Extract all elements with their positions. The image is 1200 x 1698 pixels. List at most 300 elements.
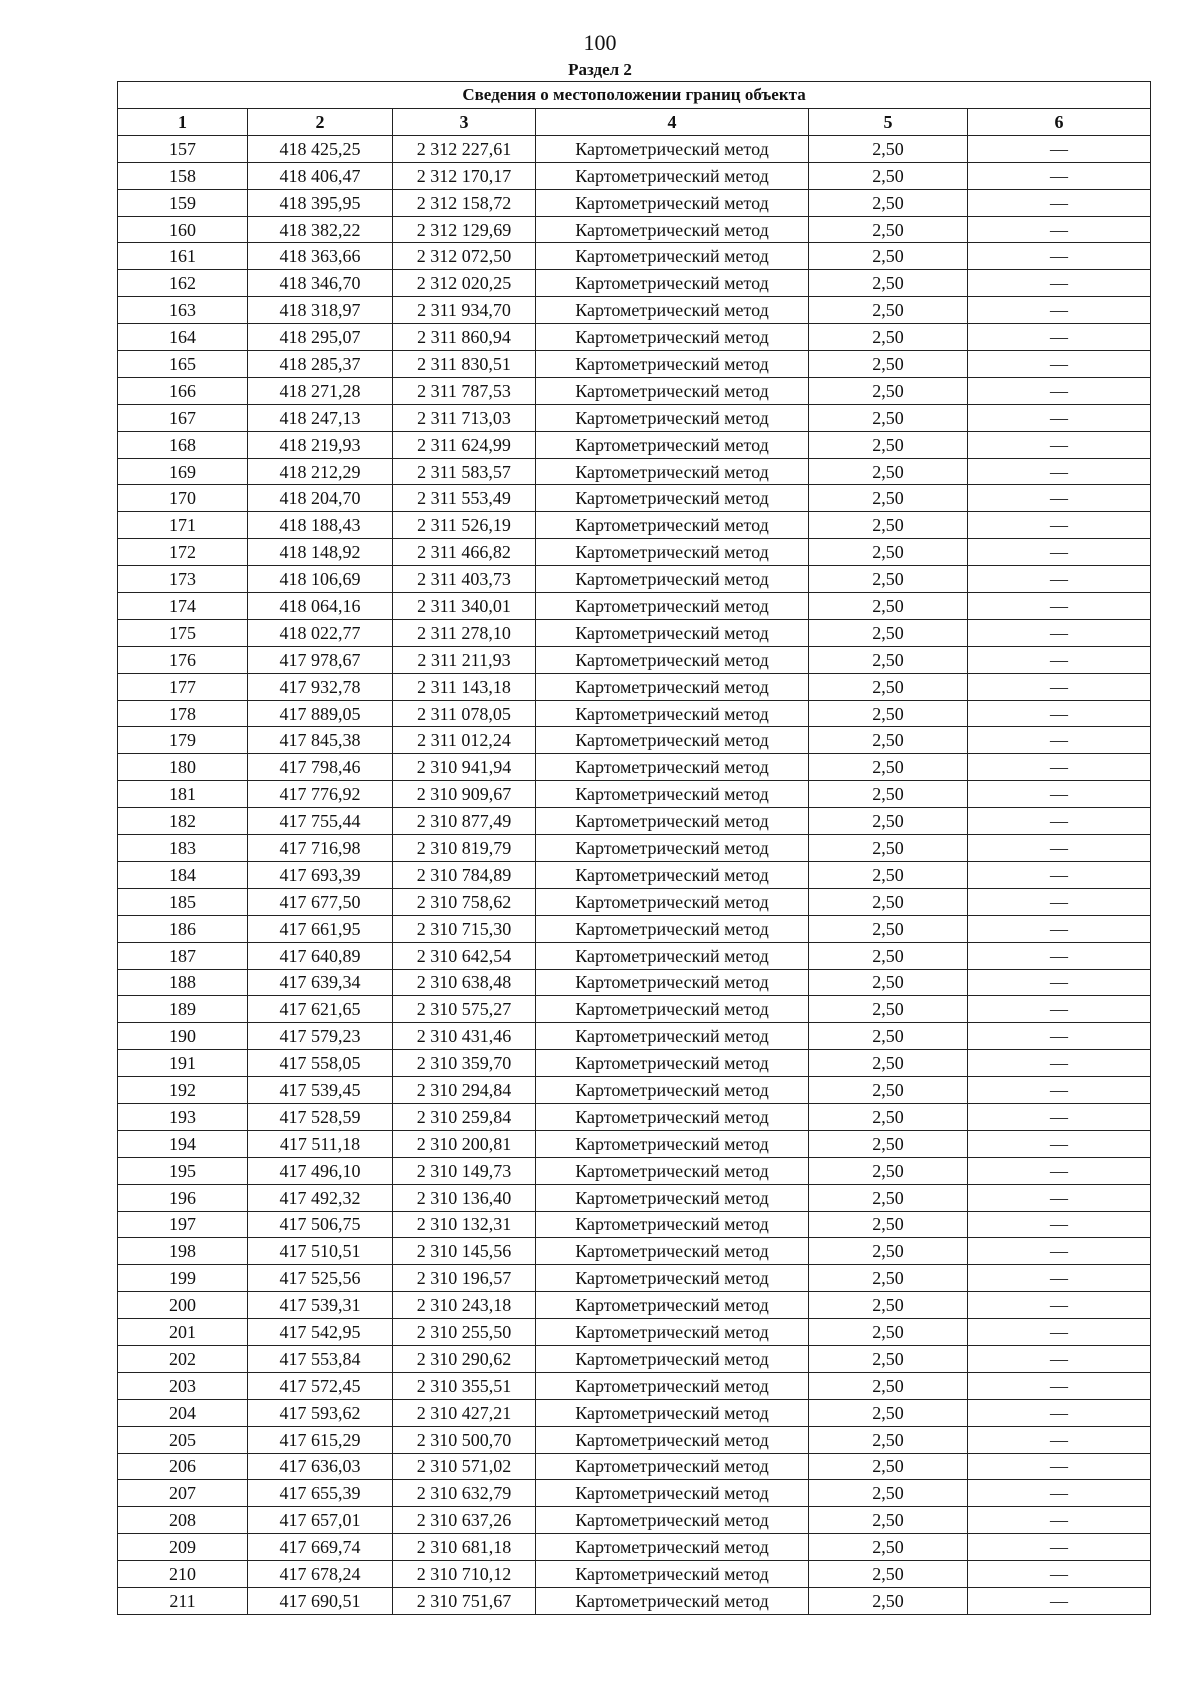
accuracy-cell: 2,50 (809, 942, 968, 969)
coord-x-cell: 418 395,95 (248, 189, 393, 216)
coord-y-cell: 2 312 170,17 (393, 162, 536, 189)
table-row (118, 727, 1151, 754)
table-row (118, 673, 1151, 700)
table-row (118, 458, 1151, 485)
accuracy-cell: 2,50 (809, 1561, 968, 1588)
note-cell: — (968, 458, 1151, 485)
table-row (118, 942, 1151, 969)
coord-y-cell: 2 311 624,99 (393, 431, 536, 458)
method-cell: Картометрический метод (536, 1211, 809, 1238)
accuracy-cell: 2,50 (809, 619, 968, 646)
method-cell: Картометрический метод (536, 888, 809, 915)
point-number-cell: 203 (118, 1372, 248, 1399)
accuracy-cell: 2,50 (809, 593, 968, 620)
point-number-cell: 165 (118, 351, 248, 378)
table-row (118, 1534, 1151, 1561)
accuracy-cell: 2,50 (809, 162, 968, 189)
coord-x-cell: 418 318,97 (248, 297, 393, 324)
point-number-cell: 205 (118, 1426, 248, 1453)
method-cell: Картометрический метод (536, 996, 809, 1023)
method-cell: Картометрический метод (536, 404, 809, 431)
point-number-cell: 181 (118, 781, 248, 808)
coord-y-cell: 2 310 642,54 (393, 942, 536, 969)
accuracy-cell: 2,50 (809, 888, 968, 915)
note-cell: — (968, 1587, 1151, 1614)
coord-y-cell: 2 310 710,12 (393, 1561, 536, 1588)
coord-y-cell: 2 311 934,70 (393, 297, 536, 324)
method-cell: Картометрический метод (536, 377, 809, 404)
coord-x-cell: 417 932,78 (248, 673, 393, 700)
point-number-cell: 162 (118, 270, 248, 297)
point-number-cell: 167 (118, 404, 248, 431)
table-row (118, 1372, 1151, 1399)
point-number-cell: 210 (118, 1561, 248, 1588)
coord-x-cell: 417 539,45 (248, 1077, 393, 1104)
coord-x-cell: 417 511,18 (248, 1130, 393, 1157)
point-number-cell: 186 (118, 915, 248, 942)
accuracy-cell: 2,50 (809, 1292, 968, 1319)
table-row (118, 1399, 1151, 1426)
column-header-1: 1 (118, 109, 248, 136)
point-number-cell: 198 (118, 1238, 248, 1265)
coord-x-cell: 417 640,89 (248, 942, 393, 969)
accuracy-cell: 2,50 (809, 969, 968, 996)
method-cell: Картометрический метод (536, 566, 809, 593)
table-row (118, 996, 1151, 1023)
accuracy-cell: 2,50 (809, 1426, 968, 1453)
table-row (118, 1130, 1151, 1157)
method-cell: Картометрический метод (536, 619, 809, 646)
table-row (118, 1238, 1151, 1265)
coord-x-cell: 417 677,50 (248, 888, 393, 915)
coord-y-cell: 2 310 132,31 (393, 1211, 536, 1238)
accuracy-cell: 2,50 (809, 1184, 968, 1211)
method-cell: Картометрический метод (536, 1023, 809, 1050)
coord-y-cell: 2 310 751,67 (393, 1587, 536, 1614)
table-row (118, 324, 1151, 351)
method-cell: Картометрический метод (536, 915, 809, 942)
note-cell: — (968, 512, 1151, 539)
column-header-4: 4 (536, 109, 809, 136)
method-cell: Картометрический метод (536, 485, 809, 512)
method-cell: Картометрический метод (536, 808, 809, 835)
method-cell: Картометрический метод (536, 1050, 809, 1077)
table-row (118, 1050, 1151, 1077)
coord-y-cell: 2 310 149,73 (393, 1157, 536, 1184)
table-row (118, 1507, 1151, 1534)
accuracy-cell: 2,50 (809, 754, 968, 781)
accuracy-cell: 2,50 (809, 1507, 968, 1534)
note-cell: — (968, 404, 1151, 431)
note-cell: — (968, 1534, 1151, 1561)
point-number-cell: 189 (118, 996, 248, 1023)
note-cell: — (968, 861, 1151, 888)
coord-x-cell: 417 615,29 (248, 1426, 393, 1453)
point-number-cell: 182 (118, 808, 248, 835)
table-row (118, 593, 1151, 620)
coord-y-cell: 2 311 583,57 (393, 458, 536, 485)
note-cell: — (968, 539, 1151, 566)
note-cell: — (968, 377, 1151, 404)
coord-x-cell: 418 382,22 (248, 216, 393, 243)
note-cell: — (968, 593, 1151, 620)
method-cell: Картометрический метод (536, 297, 809, 324)
coord-y-cell: 2 310 355,51 (393, 1372, 536, 1399)
accuracy-cell: 2,50 (809, 1050, 968, 1077)
point-number-cell: 169 (118, 458, 248, 485)
coord-y-cell: 2 312 072,50 (393, 243, 536, 270)
point-number-cell: 184 (118, 861, 248, 888)
point-number-cell: 183 (118, 835, 248, 862)
table-row (118, 808, 1151, 835)
accuracy-cell: 2,50 (809, 458, 968, 485)
note-cell: — (968, 915, 1151, 942)
accuracy-cell: 2,50 (809, 1372, 968, 1399)
accuracy-cell: 2,50 (809, 351, 968, 378)
coord-x-cell: 417 572,45 (248, 1372, 393, 1399)
table-row (118, 646, 1151, 673)
accuracy-cell: 2,50 (809, 1265, 968, 1292)
method-cell: Картометрический метод (536, 216, 809, 243)
note-cell: — (968, 808, 1151, 835)
boundary-table (117, 81, 1151, 1615)
coord-y-cell: 2 311 830,51 (393, 351, 536, 378)
method-cell: Картометрический метод (536, 942, 809, 969)
note-cell: — (968, 1050, 1151, 1077)
coord-y-cell: 2 311 526,19 (393, 512, 536, 539)
accuracy-cell: 2,50 (809, 485, 968, 512)
coord-x-cell: 417 510,51 (248, 1238, 393, 1265)
method-cell: Картометрический метод (536, 1372, 809, 1399)
note-cell: — (968, 888, 1151, 915)
table-row (118, 216, 1151, 243)
coord-x-cell: 417 593,62 (248, 1399, 393, 1426)
coord-x-cell: 418 106,69 (248, 566, 393, 593)
accuracy-cell: 2,50 (809, 1534, 968, 1561)
point-number-cell: 176 (118, 646, 248, 673)
column-header-2: 2 (248, 109, 393, 136)
coord-x-cell: 418 295,07 (248, 324, 393, 351)
point-number-cell: 201 (118, 1319, 248, 1346)
point-number-cell: 171 (118, 512, 248, 539)
accuracy-cell: 2,50 (809, 539, 968, 566)
note-cell: — (968, 189, 1151, 216)
table-row (118, 539, 1151, 566)
note-cell: — (968, 1345, 1151, 1372)
accuracy-cell: 2,50 (809, 808, 968, 835)
coord-x-cell: 417 636,03 (248, 1453, 393, 1480)
point-number-cell: 175 (118, 619, 248, 646)
method-cell: Картометрический метод (536, 1426, 809, 1453)
accuracy-cell: 2,50 (809, 1211, 968, 1238)
method-cell: Картометрический метод (536, 861, 809, 888)
method-cell: Картометрический метод (536, 1292, 809, 1319)
note-cell: — (968, 673, 1151, 700)
coord-x-cell: 417 657,01 (248, 1507, 393, 1534)
table-row (118, 512, 1151, 539)
point-number-cell: 191 (118, 1050, 248, 1077)
table-row (118, 1265, 1151, 1292)
table-row (118, 888, 1151, 915)
method-cell: Картометрический метод (536, 512, 809, 539)
table-body (118, 135, 1151, 1614)
table-row (118, 404, 1151, 431)
point-number-cell: 211 (118, 1587, 248, 1614)
note-cell: — (968, 297, 1151, 324)
point-number-cell: 163 (118, 297, 248, 324)
method-cell: Картометрический метод (536, 1103, 809, 1130)
point-number-cell: 177 (118, 673, 248, 700)
note-cell: — (968, 1372, 1151, 1399)
note-cell: — (968, 1130, 1151, 1157)
coord-y-cell: 2 311 713,03 (393, 404, 536, 431)
coord-x-cell: 417 678,24 (248, 1561, 393, 1588)
coord-y-cell: 2 311 403,73 (393, 566, 536, 593)
point-number-cell: 172 (118, 539, 248, 566)
coord-x-cell: 417 661,95 (248, 915, 393, 942)
method-cell: Картометрический метод (536, 243, 809, 270)
point-number-cell: 166 (118, 377, 248, 404)
note-cell: — (968, 1265, 1151, 1292)
coord-y-cell: 2 310 136,40 (393, 1184, 536, 1211)
point-number-cell: 157 (118, 135, 248, 162)
coord-x-cell: 418 346,70 (248, 270, 393, 297)
coord-y-cell: 2 310 290,62 (393, 1345, 536, 1372)
method-cell: Картометрический метод (536, 539, 809, 566)
table-row (118, 1345, 1151, 1372)
coord-y-cell: 2 312 020,25 (393, 270, 536, 297)
table-row (118, 270, 1151, 297)
table-row (118, 1587, 1151, 1614)
note-cell: — (968, 996, 1151, 1023)
coord-x-cell: 417 776,92 (248, 781, 393, 808)
note-cell: — (968, 1480, 1151, 1507)
coord-x-cell: 417 978,67 (248, 646, 393, 673)
coord-x-cell: 417 496,10 (248, 1157, 393, 1184)
coord-y-cell: 2 310 877,49 (393, 808, 536, 835)
note-cell: — (968, 781, 1151, 808)
table-row (118, 754, 1151, 781)
table-row (118, 861, 1151, 888)
accuracy-cell: 2,50 (809, 135, 968, 162)
accuracy-cell: 2,50 (809, 835, 968, 862)
method-cell: Картометрический метод (536, 1319, 809, 1346)
coord-y-cell: 2 310 632,79 (393, 1480, 536, 1507)
note-cell: — (968, 1561, 1151, 1588)
coord-y-cell: 2 310 941,94 (393, 754, 536, 781)
note-cell: — (968, 1453, 1151, 1480)
accuracy-cell: 2,50 (809, 781, 968, 808)
table-row (118, 1023, 1151, 1050)
table-row (118, 1077, 1151, 1104)
point-number-cell: 199 (118, 1265, 248, 1292)
table-caption-row (118, 82, 1151, 109)
method-cell: Картометрический метод (536, 1157, 809, 1184)
accuracy-cell: 2,50 (809, 861, 968, 888)
coord-y-cell: 2 310 259,84 (393, 1103, 536, 1130)
method-cell: Картометрический метод (536, 646, 809, 673)
note-cell: — (968, 1023, 1151, 1050)
point-number-cell: 160 (118, 216, 248, 243)
coord-x-cell: 417 693,39 (248, 861, 393, 888)
note-cell: — (968, 1319, 1151, 1346)
point-number-cell: 192 (118, 1077, 248, 1104)
point-number-cell: 179 (118, 727, 248, 754)
accuracy-cell: 2,50 (809, 1399, 968, 1426)
coord-y-cell: 2 311 466,82 (393, 539, 536, 566)
coord-y-cell: 2 310 255,50 (393, 1319, 536, 1346)
note-cell: — (968, 216, 1151, 243)
point-number-cell: 174 (118, 593, 248, 620)
coord-y-cell: 2 311 340,01 (393, 593, 536, 620)
accuracy-cell: 2,50 (809, 1130, 968, 1157)
coord-y-cell: 2 311 860,94 (393, 324, 536, 351)
coord-y-cell: 2 310 500,70 (393, 1426, 536, 1453)
method-cell: Картометрический метод (536, 1561, 809, 1588)
note-cell: — (968, 1184, 1151, 1211)
table-row (118, 566, 1151, 593)
note-cell: — (968, 324, 1151, 351)
coord-y-cell: 2 310 575,27 (393, 996, 536, 1023)
coord-y-cell: 2 312 227,61 (393, 135, 536, 162)
accuracy-cell: 2,50 (809, 1103, 968, 1130)
note-cell: — (968, 754, 1151, 781)
note-cell: — (968, 700, 1151, 727)
note-cell: — (968, 270, 1151, 297)
coord-x-cell: 418 188,43 (248, 512, 393, 539)
point-number-cell: 161 (118, 243, 248, 270)
accuracy-cell: 2,50 (809, 1587, 968, 1614)
accuracy-cell: 2,50 (809, 1238, 968, 1265)
method-cell: Картометрический метод (536, 162, 809, 189)
method-cell: Картометрический метод (536, 270, 809, 297)
method-cell: Картометрический метод (536, 431, 809, 458)
coord-y-cell: 2 310 758,62 (393, 888, 536, 915)
coord-x-cell: 417 528,59 (248, 1103, 393, 1130)
accuracy-cell: 2,50 (809, 216, 968, 243)
coord-x-cell: 417 639,34 (248, 969, 393, 996)
point-number-cell: 158 (118, 162, 248, 189)
table-row (118, 1292, 1151, 1319)
coord-x-cell: 417 690,51 (248, 1587, 393, 1614)
coord-x-cell: 417 539,31 (248, 1292, 393, 1319)
column-header-5: 5 (809, 109, 968, 136)
section-title: Раздел 2 (568, 60, 632, 79)
accuracy-cell: 2,50 (809, 1480, 968, 1507)
point-number-cell: 170 (118, 485, 248, 512)
coord-y-cell: 2 310 200,81 (393, 1130, 536, 1157)
point-number-cell: 180 (118, 754, 248, 781)
coord-y-cell: 2 312 129,69 (393, 216, 536, 243)
coord-y-cell: 2 311 553,49 (393, 485, 536, 512)
note-cell: — (968, 619, 1151, 646)
method-cell: Картометрический метод (536, 1077, 809, 1104)
point-number-cell: 164 (118, 324, 248, 351)
table-row (118, 351, 1151, 378)
accuracy-cell: 2,50 (809, 727, 968, 754)
accuracy-cell: 2,50 (809, 297, 968, 324)
coord-y-cell: 2 311 787,53 (393, 377, 536, 404)
coord-x-cell: 418 363,66 (248, 243, 393, 270)
coord-y-cell: 2 311 078,05 (393, 700, 536, 727)
table-row (118, 1480, 1151, 1507)
method-cell: Картометрический метод (536, 1480, 809, 1507)
coord-x-cell: 417 716,98 (248, 835, 393, 862)
coord-x-cell: 417 506,75 (248, 1211, 393, 1238)
accuracy-cell: 2,50 (809, 700, 968, 727)
coord-x-cell: 417 525,56 (248, 1265, 393, 1292)
coord-x-cell: 418 406,47 (248, 162, 393, 189)
method-cell: Картометрический метод (536, 1534, 809, 1561)
coord-x-cell: 417 558,05 (248, 1050, 393, 1077)
coord-x-cell: 417 669,74 (248, 1534, 393, 1561)
note-cell: — (968, 646, 1151, 673)
point-number-cell: 193 (118, 1103, 248, 1130)
note-cell: — (968, 1399, 1151, 1426)
coord-x-cell: 417 553,84 (248, 1345, 393, 1372)
coord-x-cell: 417 542,95 (248, 1319, 393, 1346)
table-row (118, 619, 1151, 646)
point-number-cell: 185 (118, 888, 248, 915)
coord-y-cell: 2 310 243,18 (393, 1292, 536, 1319)
point-number-cell: 209 (118, 1534, 248, 1561)
table-row (118, 377, 1151, 404)
note-cell: — (968, 351, 1151, 378)
coord-y-cell: 2 310 294,84 (393, 1077, 536, 1104)
accuracy-cell: 2,50 (809, 189, 968, 216)
table-row (118, 1103, 1151, 1130)
coord-x-cell: 417 492,32 (248, 1184, 393, 1211)
method-cell: Картометрический метод (536, 593, 809, 620)
coord-x-cell: 417 845,38 (248, 727, 393, 754)
coord-y-cell: 2 310 819,79 (393, 835, 536, 862)
method-cell: Картометрический метод (536, 969, 809, 996)
accuracy-cell: 2,50 (809, 431, 968, 458)
point-number-cell: 200 (118, 1292, 248, 1319)
table-row (118, 243, 1151, 270)
method-cell: Картометрический метод (536, 1238, 809, 1265)
table-row (118, 1426, 1151, 1453)
coord-x-cell: 417 755,44 (248, 808, 393, 835)
table-row (118, 485, 1151, 512)
page-number: 100 (583, 30, 617, 55)
method-cell: Картометрический метод (536, 1130, 809, 1157)
accuracy-cell: 2,50 (809, 270, 968, 297)
table-row (118, 835, 1151, 862)
table-row (118, 431, 1151, 458)
note-cell: — (968, 243, 1151, 270)
accuracy-cell: 2,50 (809, 324, 968, 351)
point-number-cell: 190 (118, 1023, 248, 1050)
table-row (118, 1157, 1151, 1184)
coord-x-cell: 417 889,05 (248, 700, 393, 727)
method-cell: Картометрический метод (536, 835, 809, 862)
coord-x-cell: 418 247,13 (248, 404, 393, 431)
coord-x-cell: 417 579,23 (248, 1023, 393, 1050)
method-cell: Картометрический метод (536, 754, 809, 781)
coord-y-cell: 2 310 145,56 (393, 1238, 536, 1265)
table-row (118, 1184, 1151, 1211)
accuracy-cell: 2,50 (809, 1453, 968, 1480)
method-cell: Картометрический метод (536, 189, 809, 216)
coord-x-cell: 418 148,92 (248, 539, 393, 566)
coord-x-cell: 418 285,37 (248, 351, 393, 378)
method-cell: Картометрический метод (536, 673, 809, 700)
coord-x-cell: 417 655,39 (248, 1480, 393, 1507)
point-number-cell: 173 (118, 566, 248, 593)
column-header-3: 3 (393, 109, 536, 136)
table-row (118, 297, 1151, 324)
